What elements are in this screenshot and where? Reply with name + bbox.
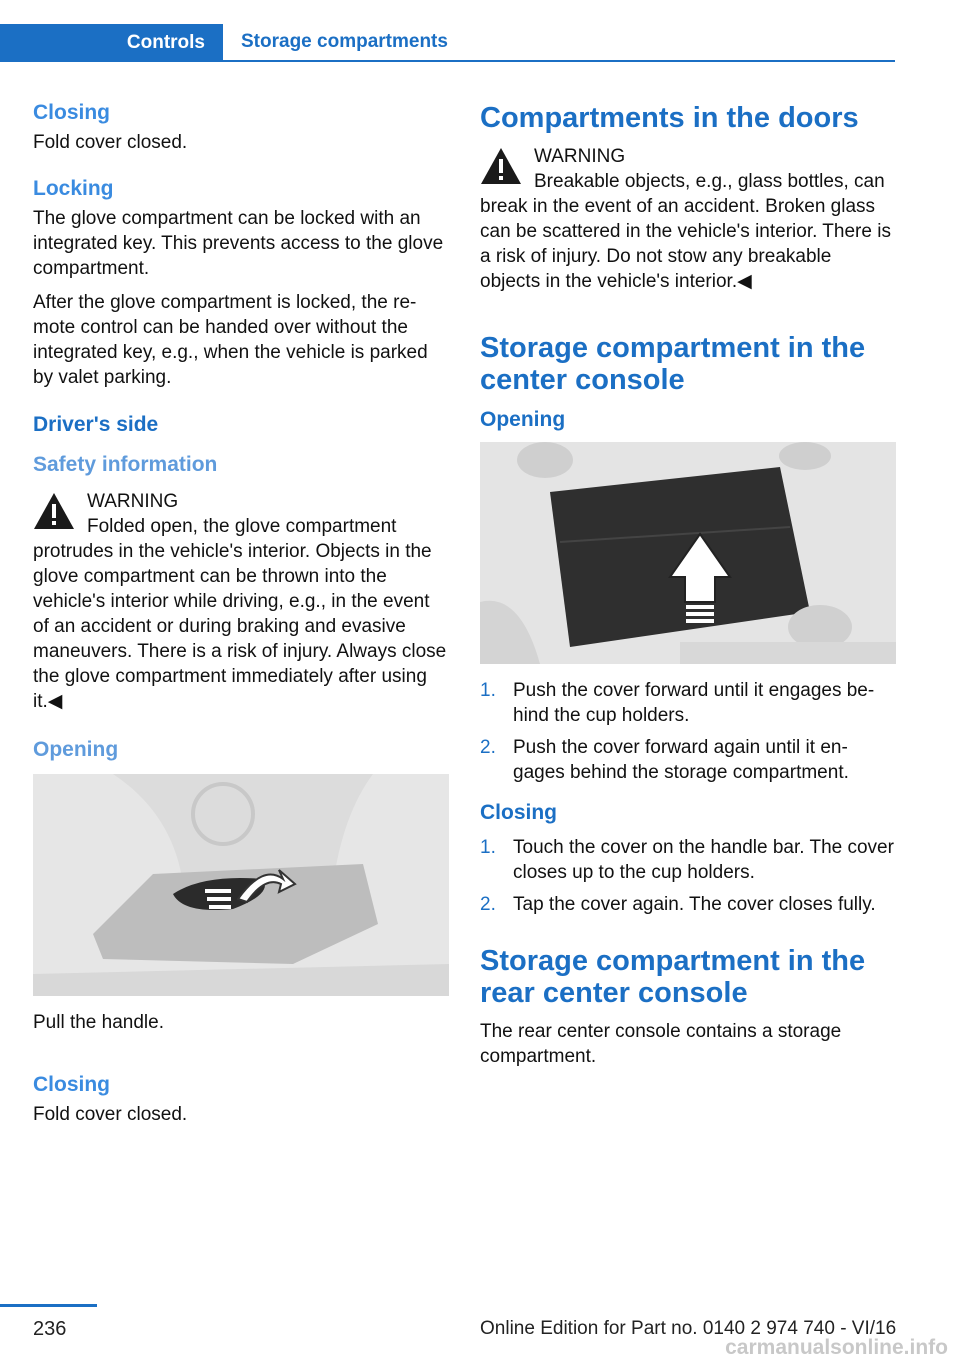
edition-text: Online Edition for Part no. 0140 2 974 740 - VI/16 xyxy=(480,1318,897,1339)
warning-triangle-icon xyxy=(33,491,75,531)
list-item: 1. Touch the cover on the handle bar. The cover closes up to the cup holders. xyxy=(480,837,894,883)
watermark: carmanualsonline.info xyxy=(725,1336,948,1359)
doors-heading: Compartments in the doors xyxy=(480,102,859,134)
warning-text: Folded open, the glove compartment protrudes in the vehicle's interior. Objects in the glove compartment can be thrown into the vehicle's interior while driving, e.g., in the event of an accident or during braking and evasive maneuvers. There is a risk of injury. Always close the glove compartment immediately after using it.◀ xyxy=(33,516,447,712)
tab-storage-compartments[interactable]: Storage compartments xyxy=(241,31,448,52)
page-number: 236 xyxy=(33,1318,67,1340)
pull-text: Pull the handle. xyxy=(33,1012,164,1033)
doors-warning-text: Breakable objects, e.g., glass bottles, can break in the event of an accident. Broken glass can be scattered in the vehicle's interior. There is a risk of injury. Do not stow any breakable objects in the vehicle's interior.◀ xyxy=(480,171,891,292)
list-item: 1. Push the cover forward until it engages be-hind the cup holders. xyxy=(480,680,875,726)
glove-compartment-image xyxy=(33,774,449,996)
tab-controls[interactable]: Controls xyxy=(0,24,223,62)
center-console-heading: Storage compartment in the center console xyxy=(480,332,866,396)
warning-triangle-icon xyxy=(480,146,522,186)
closing-text-2: Fold cover closed. xyxy=(33,1104,188,1125)
doors-warning-block xyxy=(480,144,896,294)
closing-text: Fold cover closed. xyxy=(33,132,188,153)
footer-rule xyxy=(0,1304,97,1307)
center-console-image xyxy=(480,442,896,664)
closing-steps xyxy=(480,835,896,917)
rear-console-heading: Storage compartment in the rear center console xyxy=(480,945,866,1009)
center-opening-heading: Opening xyxy=(480,408,566,431)
center-closing-heading: Closing xyxy=(480,801,557,824)
warning-label: WARNING xyxy=(87,491,179,512)
locking-text: The glove compartment can be locked with an integrated key. This prevents access to the glove compartment. xyxy=(33,208,444,279)
locking-text-2: After the glove compartment is locked, the re-mote control can be handed over without the integrated key, e.g., when the vehicle is parked by valet parking. xyxy=(33,292,428,388)
locking-heading: Locking xyxy=(33,177,114,200)
safety-heading: Safety information xyxy=(33,453,218,476)
list-item: 2. Tap the cover again. The cover closes fully. xyxy=(480,894,876,915)
opening-heading: Opening xyxy=(33,738,119,761)
closing-heading-2: Closing xyxy=(33,1073,110,1096)
warning-block xyxy=(33,489,449,714)
header-tabs xyxy=(0,24,895,62)
right-column xyxy=(480,102,896,1078)
closing-heading: Closing xyxy=(33,101,110,124)
doors-warning-label: WARNING xyxy=(534,146,626,167)
opening-steps xyxy=(480,678,896,785)
list-item: 2. Push the cover forward again until it en-gages behind the storage compartment. xyxy=(480,737,849,783)
drivers-side-heading: Driver's side xyxy=(33,413,159,436)
rear-console-text: The rear center console contains a storage compartment. xyxy=(480,1021,842,1067)
header-rule xyxy=(0,60,895,62)
left-column xyxy=(33,100,449,1136)
